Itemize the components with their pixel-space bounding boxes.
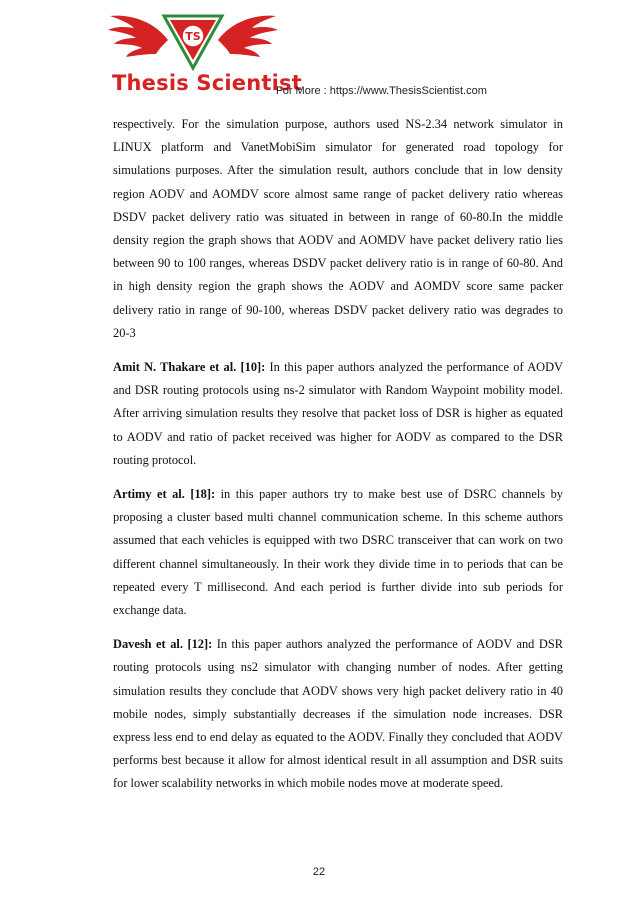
left-wing-icon [108, 16, 168, 57]
paragraph-4-citation: Davesh et al. [12]: [113, 637, 213, 652]
page-number: 22 [312, 866, 326, 878]
emblem-icon [164, 16, 222, 68]
paragraph-4-text: In this paper authors analyzed the performance of AODV and DSR routing protocols using ns2 simulator with changing number of nodes. After getting simulation results they conclude that AODV shows very high packet delivery ratio in 40 mobile nodes, simply substantially decreases if the simulation node increases. DSR express less end to end delay as equated to the AODV. Finally they concluded that AODV performs best because it allow for almost identical result in all assumption and DSR suits for lower scalability networks in which mobile nodes move at moderate speed. [113, 637, 563, 791]
page-header [0, 0, 638, 108]
paragraph-4 [113, 633, 563, 795]
website-link[interactable]: For More : https://www.ThesisScientist.com [276, 85, 487, 97]
paragraph-3 [113, 483, 563, 622]
right-wing-icon [218, 16, 278, 57]
document-body [113, 113, 563, 807]
paragraph-2 [113, 356, 563, 472]
logo-wordmark: Thesis Scientist [112, 71, 302, 95]
paragraph-3-citation: Artimy et al. [18]: [113, 487, 216, 502]
paragraph-1-text: respectively. For the simulation purpose, authors used NS-2.34 network simulator in LINUX platform and VanetMobiSim simulator for generated road topology for simulations purposes. After the simulation result, authors conclude that in low density region AODV and AOMDV score almost same range of packet delivery ratio whereas DSDV packet delivery ratio was situated in between in range of 60-80.In the middle density region the graph shows that AODV and AOMDV have packet delivery ratio lies between 90 to 100 ranges, whereas DSDV packet delivery ratio is in range of 60-80. And in high density region the graph shows the AODV and AOMDV score same packer delivery ratio in range of 90-100, whereas DSDV packet delivery ratio was degrades to 20-3 [113, 117, 563, 340]
paragraph-2-text: In this paper authors analyzed the performance of AODV and DSR routing protocols using ns-2 simulator with Random Waypoint mobility model. After arriving simulation results they resolve that packet loss of DSR is higher as equated to AODV and ratio of packet received was higher for AODV as compared to the DSR routing protocol. [113, 360, 563, 467]
paragraph-3-text: in this paper authors try to make best use of DSRC channels by proposing a cluster based multi channel communication scheme. In this scheme authors assumed that each vehicles is equipped with two DSRC transceiver that can work on two different channel simultaneously. In their work they divide time in to periods that can be repeated every T millisecond. And each period is further divide into sub periods for exchange data. [113, 487, 563, 618]
paragraph-1 [113, 113, 563, 345]
emblem-letters: TS [185, 30, 201, 43]
paragraph-2-citation: Amit N. Thakare et al. [10]: [113, 360, 266, 375]
